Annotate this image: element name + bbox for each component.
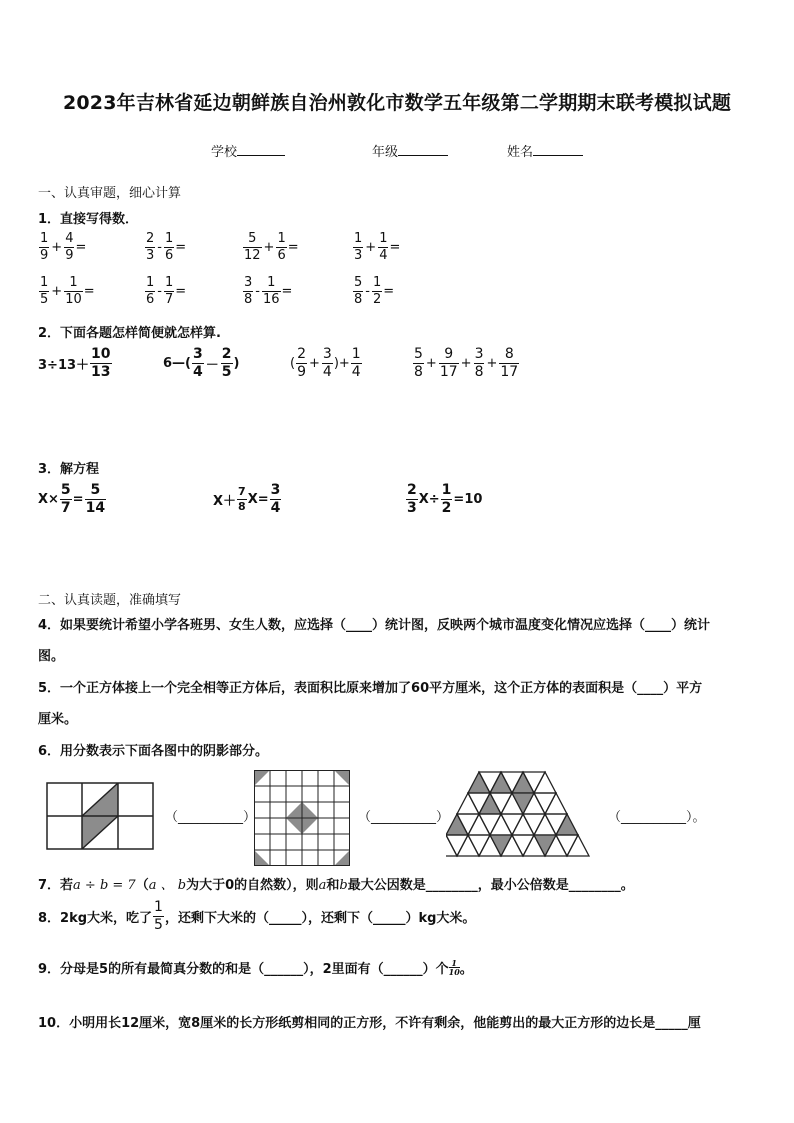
section1-heading: 一、认真审题，细心计算 xyxy=(38,186,182,201)
q1-item: $\frac{2}{3}$ - $\frac{1}{6}$ = xyxy=(146,231,187,263)
q6-fig3-triangle xyxy=(534,793,556,814)
q6-fig3-triangle xyxy=(512,835,534,856)
q6-blank-2[interactable]: （__________） xyxy=(358,810,450,825)
q7-text: 7．若a ÷ b = 7（a 、 b为大于0的自然数），则a和b最大公因数是________，最小公倍数是________。 xyxy=(38,878,634,893)
school-field[interactable]: 学校 xyxy=(211,141,285,160)
q3-label: 3．解方程 xyxy=(38,462,100,477)
q5-line2: 厘米。 xyxy=(38,712,78,727)
q2-label: 2．下面各题怎样简便就怎样算. xyxy=(38,326,221,341)
q1-item: $\frac{5}{12}$ + $\frac{1}{6}$ = xyxy=(244,231,299,263)
q6-fig2-corner-bl xyxy=(254,850,270,866)
page-title: 2023年吉林省延边朝鲜族自治州敦化市数学五年级第二学期期末联考模拟试题 xyxy=(62,92,732,114)
q6-fig2-corner-tr xyxy=(334,770,350,786)
q1-item: $\frac{1}{6}$ - $\frac{1}{7}$ = xyxy=(146,275,187,307)
q6-fig3-triangle xyxy=(446,814,468,835)
q6-fig3-triangle xyxy=(490,814,512,835)
grade-field[interactable]: 年级 xyxy=(372,141,448,160)
q1-item: $\frac{1}{9}$ + $\frac{4}{9}$ = xyxy=(40,231,87,263)
q6-fig3-triangle xyxy=(468,772,490,793)
q1-item: $\frac{3}{8}$ - $\frac{1}{16}$ = xyxy=(244,275,293,307)
q6-figure-square-grid xyxy=(254,770,350,866)
q6-fig3-triangle xyxy=(479,793,501,814)
q3-equation-1: X× $\frac{5}{7}$ = $\frac{5}{14}$ xyxy=(38,482,106,516)
q3-equation-2: X＋ $\frac{7}{8}$ X= $\frac{3}{4}$ xyxy=(213,482,281,516)
q6-fig3-triangle xyxy=(567,835,589,856)
q6-fig2-center-c xyxy=(286,818,302,834)
section2-heading: 二、认真读题，准确填写 xyxy=(38,593,182,608)
name-field[interactable]: 姓名 xyxy=(507,141,583,160)
q2-expr-1: 3÷13＋ $\frac{10}{13}$ xyxy=(38,346,111,380)
q6-fig3-triangle xyxy=(534,835,556,856)
q6-fig3-triangle xyxy=(446,835,468,856)
q1-label: 1．直接写得数． xyxy=(38,212,139,227)
q2-expr-2: 6—( $\frac{3}{4}$ － $\frac{2}{5}$ ) xyxy=(163,346,240,380)
q6-fig2-center-a xyxy=(302,802,318,818)
q6-fig3-triangle xyxy=(545,793,567,814)
q6-fig3-triangle xyxy=(556,814,578,835)
q6-fig3-triangle xyxy=(556,835,578,856)
q6-fig3-triangle xyxy=(501,814,523,835)
q6-fig3-triangle xyxy=(468,835,490,856)
q6-fig3-triangle xyxy=(457,793,479,814)
q6-label: 6．用分数表示下面各图中的阴影部分。 xyxy=(38,744,269,759)
q2-expr-4: $\frac{5}{8}$ + $\frac{9}{17}$ + $\frac{3}{8}$ + $\frac{8}{17}$ xyxy=(414,346,519,380)
q6-fig3-triangle xyxy=(523,814,545,835)
q6-fig3-triangle xyxy=(468,814,490,835)
q6-figure-triangle-trapezoid xyxy=(446,770,600,860)
q6-fig2-corner-br xyxy=(334,850,350,866)
q6-blank-1[interactable]: （__________） xyxy=(165,810,257,825)
q6-blank-3[interactable]: （__________）。 xyxy=(608,810,706,825)
q6-fig3-triangle xyxy=(512,793,534,814)
q6-fig2-corner-tl xyxy=(254,770,270,786)
q6-fig3-triangle xyxy=(457,835,479,856)
q10-text: 10．小明用长12厘米，宽8厘米的长方形纸剪相同的正方形，不许有剩余，他能剪出的最大正方形的边长是_____厘 xyxy=(38,1016,701,1031)
q4-line2: 图。 xyxy=(38,649,65,664)
q6-fig3-triangle xyxy=(534,814,556,835)
q1-item: $\frac{1}{3}$ + $\frac{1}{4}$ = xyxy=(354,231,401,263)
q6-fig3-triangle xyxy=(490,835,512,856)
q1-item: $\frac{1}{5}$ + $\frac{1}{10}$ = xyxy=(40,275,95,307)
q8-text: 8．2kg大米，吃了 $\frac{1}{5}$ ，还剩下大米的（_____），还剩下（_____）kg大米。 xyxy=(38,899,476,933)
q6-fig3-triangle xyxy=(490,772,512,793)
q6-fig3-triangle xyxy=(512,772,534,793)
q6-fig3-triangle xyxy=(479,814,501,835)
q6-fig2-center-d xyxy=(302,818,318,834)
q6-fig2-center-b xyxy=(286,802,302,818)
q2-expr-3: ( $\frac{2}{9}$ + $\frac{3}{4}$ )+ $\frac{1}{4}$ xyxy=(290,346,361,380)
q6-fig3-triangle xyxy=(534,772,556,793)
q6-fig3-triangle xyxy=(512,814,534,835)
q1-item: $\frac{5}{8}$ - $\frac{1}{2}$ = xyxy=(354,275,395,307)
q3-equation-3: $\frac{2}{3}$ X÷ $\frac{1}{2}$ =10 xyxy=(407,482,483,516)
q5-line1: 5．一个正方体接上一个完全相等正方体后，表面积比原来增加了60平方厘米，这个正方体的表面积是（____）平方 xyxy=(38,681,703,696)
q4-line1: 4．如果要统计希望小学各班男、女生人数，应选择（____）统计图，反映两个城市温度变化情况应选择（____）统计 xyxy=(38,618,711,633)
q9-text: 9．分母是5的所有最简真分数的和是（______），2里面有（______）个 $\frac{1}{10}$ 。 xyxy=(38,958,473,977)
q6-figure-rectangle-grid xyxy=(46,782,154,850)
